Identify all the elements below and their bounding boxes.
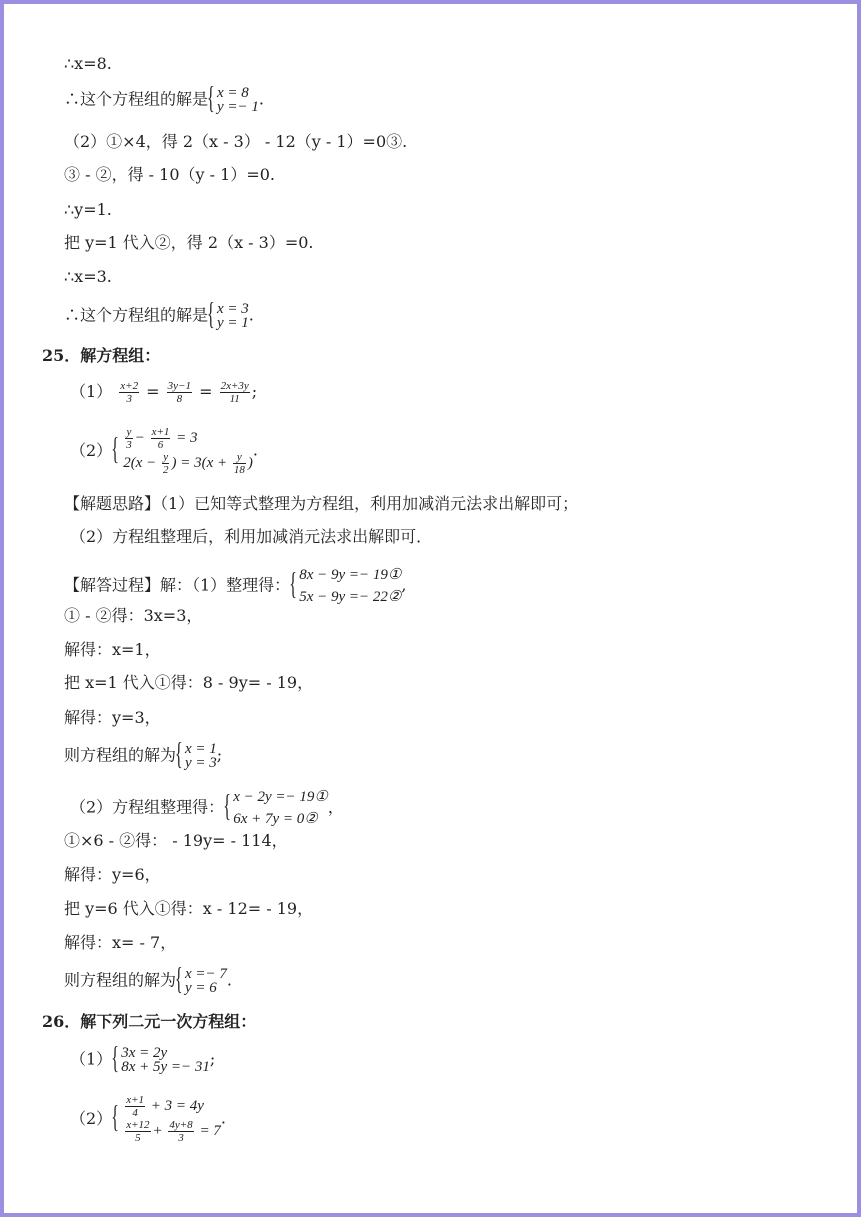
equation-row: { x − 2y =− 19① bbox=[233, 789, 328, 805]
fraction bbox=[168, 1119, 193, 1144]
denominator: 5 bbox=[135, 1132, 141, 1144]
text-line: ∴y=1. bbox=[64, 200, 112, 219]
item-label: （1） bbox=[70, 382, 113, 401]
numerator: 2x+3y bbox=[220, 380, 249, 392]
fraction bbox=[151, 426, 171, 451]
equation-line: （2） { $\frac{x+1}{4}$ + 3 = 4y $\frac{x+12}{5}$ + $\frac{4y+8}{3}$ = 7 . bbox=[70, 1094, 226, 1144]
equation-text: ) bbox=[247, 454, 253, 471]
equation-row: { x = 3 bbox=[217, 301, 249, 317]
solution-line: （2）方程组整理得： { x − 2y =− 19① 6x + 7y = 0② ， bbox=[70, 786, 344, 830]
fraction bbox=[125, 1094, 145, 1119]
item-label: （2） bbox=[70, 441, 113, 460]
text-line: ① - ②得：3x=3， bbox=[64, 606, 203, 625]
solution-line: ∴这个方程组的解是 { x = 3 y = 1 . bbox=[64, 302, 254, 330]
item-label: （2） bbox=[70, 1109, 113, 1128]
text-line: 解得：y=3， bbox=[64, 708, 161, 727]
numerator: 4y+8 bbox=[169, 1119, 193, 1131]
text-line: ③ - ②，得 - 10（y - 1）=0. bbox=[64, 165, 275, 184]
solution-line: 则方程组的解为 { x =− 7 y = 6 . bbox=[64, 967, 232, 995]
question-heading: 25．解方程组： bbox=[42, 346, 161, 365]
numerator: x+2 bbox=[120, 380, 139, 392]
equation-row: { 3x = 2y bbox=[121, 1045, 168, 1061]
equation-system bbox=[112, 1094, 221, 1144]
text-line: 解得：x=1， bbox=[64, 640, 161, 659]
equation-row: { x = 8 bbox=[217, 85, 249, 101]
equation-text: + 3 = 4y bbox=[150, 1097, 204, 1114]
question-heading: 26．解下列二元一次方程组： bbox=[42, 1012, 257, 1031]
equation-system bbox=[224, 786, 328, 830]
denominator: 3 bbox=[126, 393, 132, 405]
solution-line: 【解答过程】解：（1）整理得： { 8x − 9y =− 19① 5x − 9y =− 22② , bbox=[64, 564, 406, 608]
equation-text: 2(x − bbox=[123, 454, 157, 471]
equation-row: $\frac{x+12}{5}$ + $\frac{4y+8}{3}$ = 7 bbox=[126, 1119, 221, 1144]
equation-system bbox=[112, 1046, 210, 1074]
equation-text: ) = 3(x + bbox=[171, 454, 228, 471]
equation-line: （1） $\frac{x+2}{3}$ = $\frac{3y-1}{8}$ = $\frac{2x+3y}{11}$ ; bbox=[70, 380, 258, 405]
text-line: ∴x=3. bbox=[64, 267, 112, 286]
equation-line: （1） { 3x = 2y 8x + 5y =− 31 ; bbox=[70, 1046, 215, 1074]
numerator: y bbox=[233, 451, 246, 464]
equation-row: { 8x − 9y =− 19① bbox=[299, 567, 402, 583]
equation-line: （2） { $\frac{y}{3}$ − $\frac{x+1}{6}$ = 3 2(x − $\frac{y}{2}$ ) = 3(x + $\frac{y}{18}$ ) . bbox=[70, 426, 258, 476]
equation-row: y = 1 bbox=[217, 315, 249, 331]
denominator: 3 bbox=[126, 439, 132, 451]
fraction bbox=[162, 451, 170, 476]
equation-row bbox=[123, 451, 253, 476]
text-line: （2）方程组整理得： bbox=[70, 797, 225, 817]
numerator: { y bbox=[126, 426, 132, 438]
fraction bbox=[167, 380, 192, 405]
text-line: （2）①×4，得 2（x - 3） - 12（y - 1）=0③. bbox=[64, 132, 408, 151]
text-line: 解得：y=6， bbox=[64, 865, 161, 884]
text-line: （2）方程组整理后，利用加减消元法求出解即可． bbox=[70, 527, 433, 546]
solution-line: 则方程组的解为 { x = 1 y = 3 ; bbox=[64, 742, 222, 770]
equation-system bbox=[208, 86, 259, 114]
text-line: 则方程组的解为 bbox=[64, 970, 177, 990]
text-line: 把 x=1 代入①得：8 - 9y= - 19， bbox=[64, 673, 314, 692]
numerator: 3y−1 bbox=[167, 380, 191, 392]
denominator: 6 bbox=[157, 439, 164, 451]
denominator: 4 bbox=[132, 1107, 138, 1119]
denominator: 3 bbox=[178, 1132, 184, 1144]
fraction bbox=[125, 1119, 150, 1144]
text-line: ①×6 - ②得： - 19y= - 114， bbox=[64, 831, 288, 850]
equation-row: 8x + 5y =− 31 bbox=[121, 1059, 210, 1075]
text-line: ∴这个方程组的解是 bbox=[64, 89, 209, 109]
text-line: 把 y=1 代入②，得 2（x - 3）=0. bbox=[64, 233, 314, 252]
equation-system bbox=[176, 967, 227, 995]
text-line: 把 y=6 代入①得：x - 12= - 19， bbox=[64, 899, 314, 918]
text-line: 【解答过程】解：（1）整理得： bbox=[64, 575, 291, 595]
equation-row: y = 6 bbox=[185, 980, 217, 996]
equation-system bbox=[112, 426, 253, 476]
fraction bbox=[233, 451, 246, 476]
equation-system bbox=[290, 564, 401, 608]
equation-row: y = 3 bbox=[185, 755, 217, 771]
fraction bbox=[119, 380, 139, 405]
denominator: 18 bbox=[233, 464, 245, 476]
item-label: （1） bbox=[70, 1049, 113, 1069]
equation-row: { x = 1 bbox=[185, 741, 217, 757]
equation-system bbox=[208, 302, 249, 330]
text-line: 则方程组的解为 bbox=[64, 745, 177, 765]
equation-row: 5x − 9y =− 22② bbox=[299, 589, 402, 605]
numerator: { x+1 bbox=[126, 1094, 144, 1106]
equation-row: { $\frac{y}{3}$ − $\frac{x+1}{6}$ = 3 bbox=[126, 426, 198, 451]
text-line: 【解题思路】（1）已知等式整理为方程组，利用加减消元法求出解即可； bbox=[64, 494, 579, 513]
numerator: x+1 bbox=[151, 426, 170, 438]
text-line: 解得：x= - 7， bbox=[64, 933, 177, 952]
equation-row: { x =− 7 bbox=[185, 966, 227, 982]
denominator: 11 bbox=[229, 393, 240, 405]
text-line: ∴x=8. bbox=[64, 54, 112, 73]
numerator: x+12 bbox=[126, 1119, 150, 1131]
fraction bbox=[220, 380, 250, 405]
denominator: 2 bbox=[162, 464, 169, 476]
equation-system bbox=[176, 742, 217, 770]
equation-text: = 3 bbox=[176, 429, 198, 446]
solution-line: ∴这个方程组的解是 { x = 8 y =− 1 . bbox=[64, 86, 264, 114]
equation-row: 6x + 7y = 0② bbox=[233, 811, 318, 827]
text-line: ∴这个方程组的解是 bbox=[64, 305, 209, 325]
numerator: y bbox=[163, 451, 169, 463]
equation-row bbox=[123, 1094, 221, 1119]
denominator: 8 bbox=[176, 393, 183, 405]
fraction bbox=[125, 426, 133, 451]
equation-text: = 7 bbox=[199, 1122, 221, 1139]
equation-row: y =− 1 bbox=[217, 99, 259, 115]
